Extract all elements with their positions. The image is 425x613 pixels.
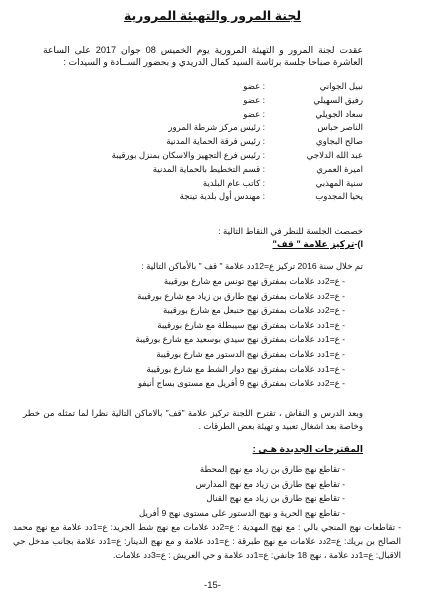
- section-number: I)-: [354, 239, 363, 249]
- proposal-item: - تقاطع نهج طارق بن زياد مع نهج القنال: [206, 493, 345, 504]
- attendee-name: اميرة العمري: [316, 163, 363, 174]
- discussion-paragraph: وبعد الدرس و النقاش ، تقترح اللجنة تركيز علامة "قف" بالاماكن التالية نظرا لما تمثله من خطر وخاصة بعد اشغال تعبيد و تهيئة بعض الطرقات .: [23, 408, 363, 431]
- attendee-role: : عضو: [243, 108, 265, 119]
- attendee-name: عبد الله الدلاجي: [306, 149, 363, 160]
- section-heading-1: [23, 239, 363, 250]
- sign-item: - ع=1دد علامات بمفترق نهج سيدي بوسعيد مع شارع بورقيبة: [135, 334, 345, 345]
- attendee-role: : عضو: [243, 94, 265, 105]
- attendee-name: يحيا المجدوب: [315, 191, 363, 202]
- sign-item: - ع=2دد علامات بمفترق نهج حنبعل مع شارع بورقيبة: [162, 305, 345, 316]
- attendee-role: : مهندس أول بلدية تينجة: [179, 191, 265, 202]
- page-number: -15-: [204, 580, 221, 591]
- attendee-name: سعاد الجويلي: [315, 108, 363, 119]
- attendee-row: [43, 149, 363, 163]
- attendee-role: : رئيس مركز شرطة المرور: [168, 122, 265, 133]
- sign-item: - ع=1دد علامات بمفترق نهج دوار الشط مع شارع بورقيبة: [146, 363, 345, 374]
- intro-paragraph: عقدت لجنة المرور و التهيئة المرورية يوم الخميس 08 جوان 2017 على الساعة العاشرة صباحا جلسة برئاسة السيد كمال الدريدي و بحضور الســادة و السيدات :: [43, 45, 363, 67]
- section-title: تركيز علامة " قف": [272, 239, 355, 249]
- attendee-row: [43, 80, 363, 94]
- attendee-name: صالح البجاوي: [315, 136, 363, 147]
- section-lead: تم خلال سنة 2016 تركيز ع=12دد علامة " قف " بالأماكن التالية :: [141, 261, 363, 271]
- agenda-intro: خصصت الجلسة للنظر في النقاط التالية :: [218, 226, 363, 236]
- attendee-row: [43, 135, 363, 149]
- proposal-item: - تقاطع نهج طارق بن زياد مع نهج المحطة: [199, 464, 345, 474]
- sign-item: - ع=2دد علامات بمفترق نهج 9 أفريل مع مستوى بساج أنيفو: [137, 378, 345, 389]
- intersections-paragraph: - تقاطعات نهج المنجي بالي : مع نهج المهدية : ع=2دد علامات مع نهج شط الجريد: ع=1دد علامة مع نهج محمد الصالح بن بريك: ع=2دد علامات مع نهج طبرقة : ع=1دد علامة و مع نهج الدينار: ع=1دد علامة بجانب مدخل حي الاقبال: ع=1دد علامة ، نهج 18 جانفي: ع=1دد علامة و حي العريش : ع=3دد علامات.: [13, 522, 401, 560]
- proposal-item: - تقاطع نهج الحرية و نهج الدستور على مستوى نهج 9 أفريل: [138, 507, 345, 518]
- attendee-role: : عضو: [243, 81, 265, 91]
- sign-item: - ع=1دد علامات بمفترق نهج الدستور مع شارع بورقيبة: [156, 348, 345, 359]
- attendee-row: [43, 190, 363, 204]
- attendee-name: رفيق السهيلي: [313, 94, 363, 105]
- attendee-row: [43, 108, 363, 122]
- page-title: لجنة المرور والتهيئة المرورية: [123, 9, 302, 23]
- attendee-row: [43, 94, 363, 108]
- attendee-role: : رئيس فرع التجهيز والاسكان بمنزل بورقيبة: [111, 149, 265, 160]
- attendee-role: : قسم التخطيط بالحماية المدنية: [152, 163, 265, 174]
- proposals-list: [25, 462, 345, 520]
- proposals-heading: المقترحات الجديدة هـي :: [252, 444, 363, 454]
- attendee-row: [43, 163, 363, 177]
- attendee-role: : رئيس فرقة الحماية المدنية: [166, 136, 265, 147]
- attendee-name: نبيل الجواني: [319, 81, 363, 91]
- sign-item: - ع=2دد علامات بمفترق نهج تونس مع شارع بورقيبة: [163, 276, 345, 286]
- attendee-name: الناصر حباس: [317, 122, 363, 133]
- attendee-row: [43, 177, 363, 191]
- attendee-role: : كاتب عام البلدية: [202, 177, 265, 188]
- proposal-item: - تقاطع نهج طارق بن زياد مع نهج المدارس: [195, 478, 345, 489]
- signs-list: [25, 274, 345, 391]
- attendee-name: سنية المهذبي: [315, 177, 363, 188]
- attendee-row: [43, 121, 363, 135]
- sign-item: - ع=1دد علامات بمفترق نهج سيبطلة مع شارع بورقيبة: [157, 319, 345, 330]
- attendees-list: [43, 80, 363, 204]
- sign-item: - ع=2دد علامات بمفترق نهج طارق بن زياد مع شارع بورقيبة: [137, 290, 345, 301]
